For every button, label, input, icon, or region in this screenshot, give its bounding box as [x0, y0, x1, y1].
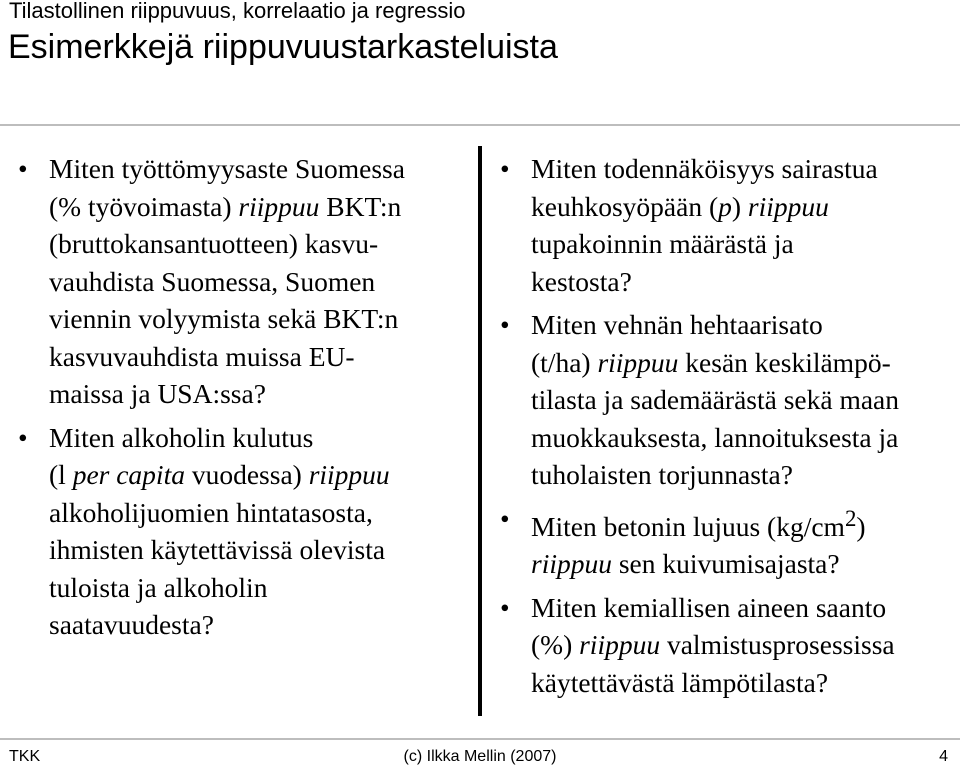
- emphasis-text: riippuu: [531, 548, 612, 580]
- emphasis-text: riippuu: [597, 346, 679, 378]
- left-column: [18, 150, 458, 650]
- bullet-line: kasvuvauhdista muissa EU-: [49, 340, 355, 372]
- bullet-line: Miten betonin lujuus $(kg/cm^2)$: [531, 505, 866, 542]
- footer-copyright: (c) Ilkka Mellin (2007): [403, 748, 557, 765]
- bullet-line: tuloista ja alkoholin: [49, 571, 268, 603]
- slide-subtitle: Tilastollinen riippuvuus, korrelaatio ja regressio: [9, 0, 466, 23]
- bullet-line: riippuu sen kuivumisajasta?: [531, 548, 840, 580]
- bullet-line: viennin volyymista sekä BKT:n: [49, 303, 399, 334]
- right-column: [500, 150, 960, 707]
- column-divider: [478, 146, 482, 716]
- emphasis-text: p: [718, 190, 732, 222]
- bullet-line: muokkauksesta, lannoituksesta ja: [531, 421, 899, 453]
- bullet-line: keuhkosyöpään (p) riippuu: [531, 190, 829, 222]
- bullet-line: tuholaisten torjunnasta?: [531, 459, 793, 490]
- page-number: 4: [939, 748, 948, 765]
- superscript: 2: [844, 505, 857, 531]
- bottom-divider: [0, 738, 960, 740]
- bullet-line: Miten vehnän hehtaarisato: [531, 309, 823, 340]
- emphasis-text: riippuu: [747, 190, 829, 222]
- bullet-line: (% työvoimasta) riippuu BKT:n: [49, 190, 402, 222]
- bullet-line: Miten todennäköisyys sairastua: [531, 153, 878, 184]
- bullet-line: saatavuudesta?: [49, 609, 214, 640]
- bullet-item: [500, 150, 960, 300]
- bullet-line: tupakoinnin määrästä ja: [531, 228, 794, 259]
- bullet-line: (%) riippuu valmistusprosessissa: [531, 629, 895, 661]
- emphasis-text: riippuu: [308, 459, 390, 490]
- bullet-marker: •: [18, 153, 28, 184]
- bullet-marker: •: [18, 421, 28, 453]
- bullet-line: vauhdista Suomessa, Suomen: [49, 265, 376, 297]
- emphasis-text: riippuu: [579, 629, 661, 661]
- bullet-line: kestosta?: [531, 265, 632, 297]
- top-divider: [0, 124, 960, 126]
- bullet-line: alkoholijuomien hintatasosta,: [49, 496, 373, 528]
- bullet-line: maissa ja USA:ssa?: [49, 378, 266, 409]
- bullet-line: (l per capita vuodessa) riippuu: [49, 459, 390, 490]
- bullet-line: Miten kemiallisen aineen saanto: [531, 591, 887, 623]
- bullet-item: [18, 150, 458, 413]
- bullet-line: käytettävästä lämpötilasta?: [531, 666, 829, 698]
- bullet-marker: •: [500, 153, 510, 184]
- bullet-line: tilasta ja sademäärästä sekä maan: [531, 384, 900, 415]
- slide-title: Esimerkkejä riippuvuustarkasteluista: [8, 28, 558, 66]
- bullet-item: [500, 589, 960, 702]
- bullet-marker: •: [500, 502, 510, 534]
- bullet-line: Miten alkoholin kulutus: [49, 421, 314, 453]
- bullet-item: [500, 500, 960, 583]
- bullet-line: ihmisten käytettävissä olevista: [49, 534, 386, 565]
- bullet-item: [18, 419, 458, 644]
- emphasis-text: riippuu: [238, 190, 320, 222]
- bullet-item: [500, 306, 960, 494]
- footer-institution: TKK: [9, 748, 41, 765]
- bullet-marker: •: [500, 309, 510, 340]
- bullet-marker: •: [500, 591, 510, 623]
- emphasis-text: per capita: [72, 459, 185, 490]
- bullet-line: Miten työttömyysaste Suomessa: [49, 153, 405, 184]
- bullet-line: (bruttokansantuotteen) kasvu-: [49, 228, 379, 259]
- bullet-line: (t/ha) riippuu kesän keskilämpö-: [531, 346, 891, 378]
